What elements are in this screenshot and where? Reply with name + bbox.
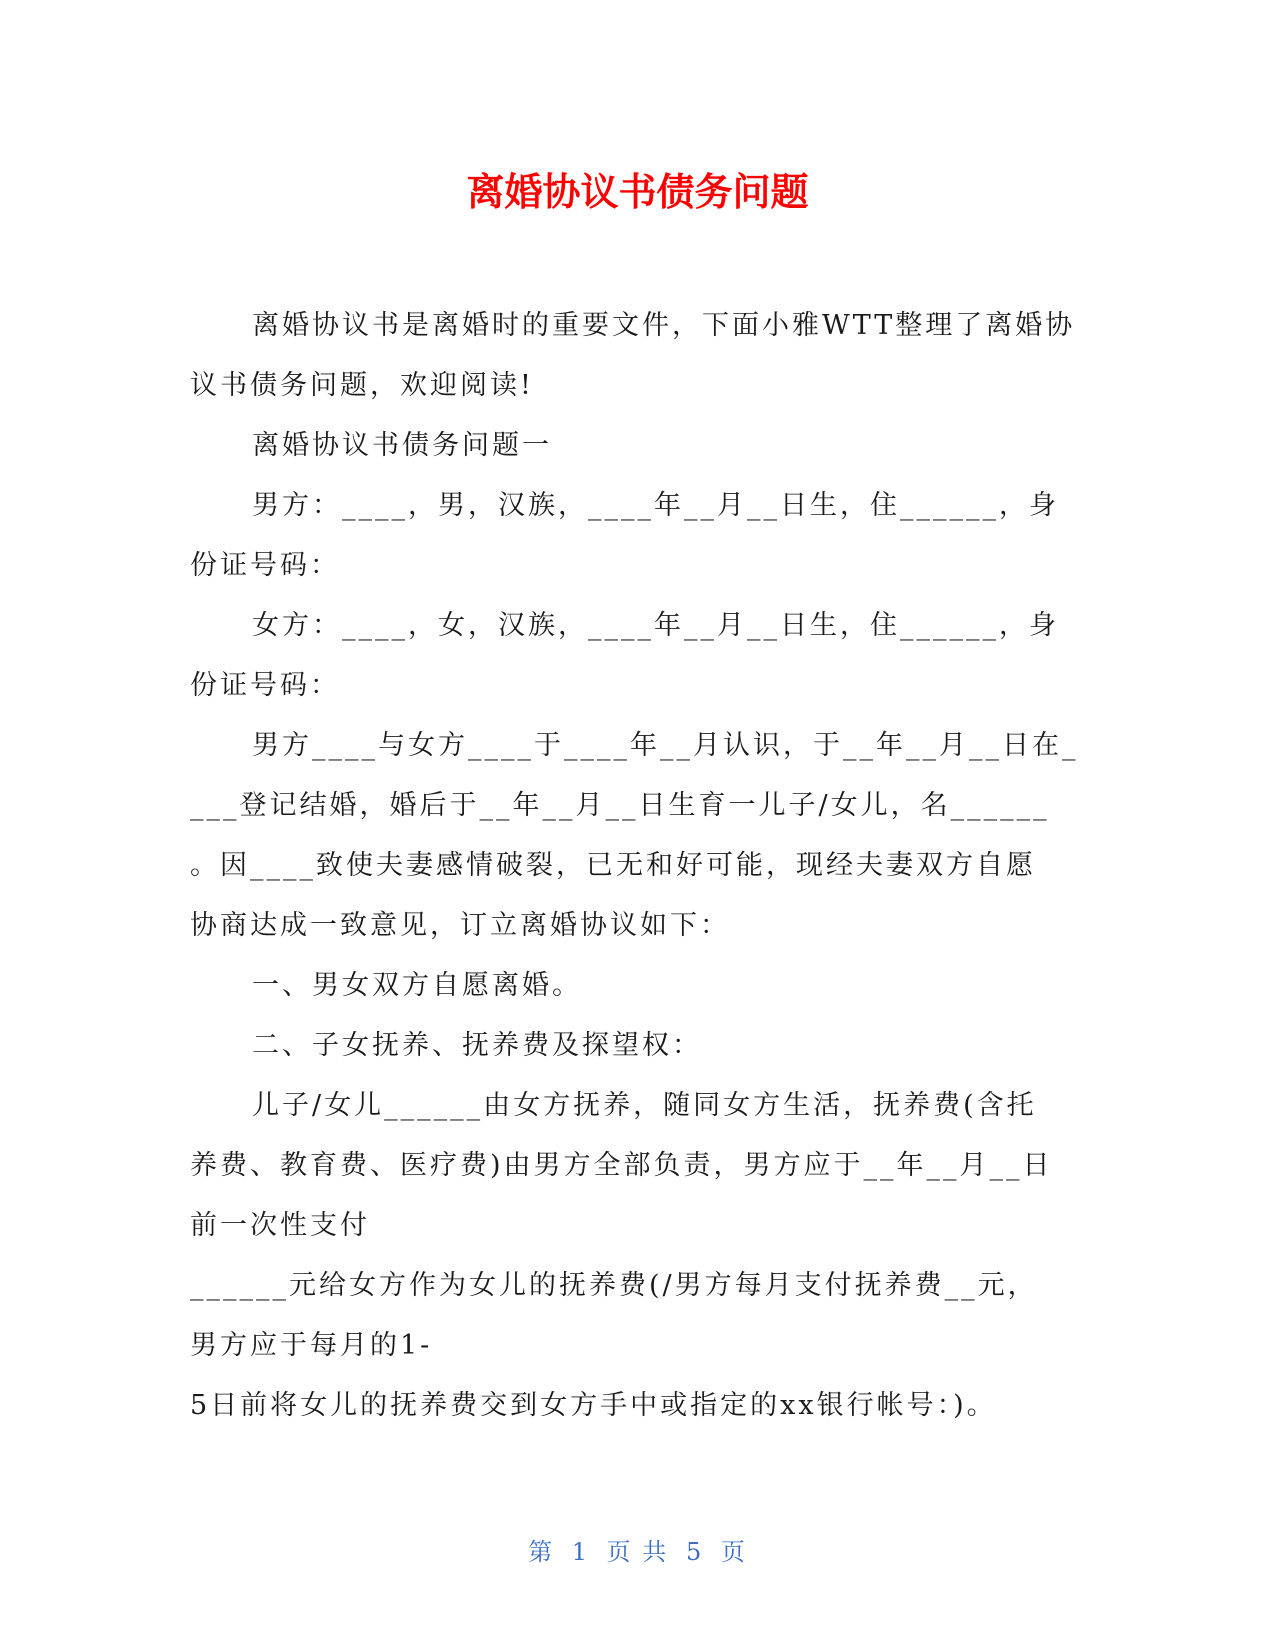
page-footer [0,1537,1275,1567]
footer-label-of: 页 共 [606,1538,669,1566]
footer-total-pages: 5 [685,1538,704,1566]
paragraph-line: ______元给女方作为女儿的抚养费(/男方每月支付抚养费__元， [190,1270,1038,1301]
paragraph-line: 协商达成一致意见，订立离婚协议如下： [190,910,730,941]
paragraph-line: 。因____致使夫妻感情破裂，已无和好可能，现经夫妻双方自愿 [190,850,1036,881]
paragraph-line: 男方应于每月的1- [190,1330,433,1361]
paragraph-line: 女方：____，女，汉族，____年__月__日生，住______，身 [252,610,1059,641]
paragraph-line: 男方____与女方____于____年__月认识，于__年__月__日在_ [252,730,1079,761]
paragraph-line: 份证号码： [190,550,340,581]
document-title: 离婚协议书债务问题 [466,170,809,214]
paragraph-line: 前一次性支付 [190,1210,370,1241]
paragraph-line: 男方：____，男，汉族，____年__月__日生，住______，身 [252,490,1059,521]
clause-line: 一、男女双方自愿离婚。 [252,970,582,1001]
footer-label-pages: 页 [720,1538,747,1566]
paragraph-line: 份证号码： [190,670,340,701]
paragraph-line: 儿子/女儿______由女方抚养，随同女方生活，抚养费(含托 [252,1090,1037,1121]
footer-current-page: 1 [571,1538,590,1566]
clause-line: 二、子女抚养、抚养费及探望权： [252,1030,702,1061]
paragraph-line: 5日前将女儿的抚养费交到女方手中或指定的xx银行帐号：)。 [190,1390,997,1421]
document-body [190,296,1090,1436]
paragraph-line: 养费、教育费、医疗费)由男方全部负责，男方应于__年__月__日 [190,1150,1053,1181]
paragraph-line: ___登记结婚，婚后于__年__月__日生育一儿子/女儿，名______ [190,790,1050,821]
footer-label-page: 第 [528,1538,555,1566]
paragraph-line: 议书债务问题，欢迎阅读! [190,370,534,401]
paragraph-line: 离婚协议书是离婚时的重要文件，下面小雅WTT整理了离婚协 [252,310,1076,341]
section-heading: 离婚协议书债务问题一 [252,430,552,461]
